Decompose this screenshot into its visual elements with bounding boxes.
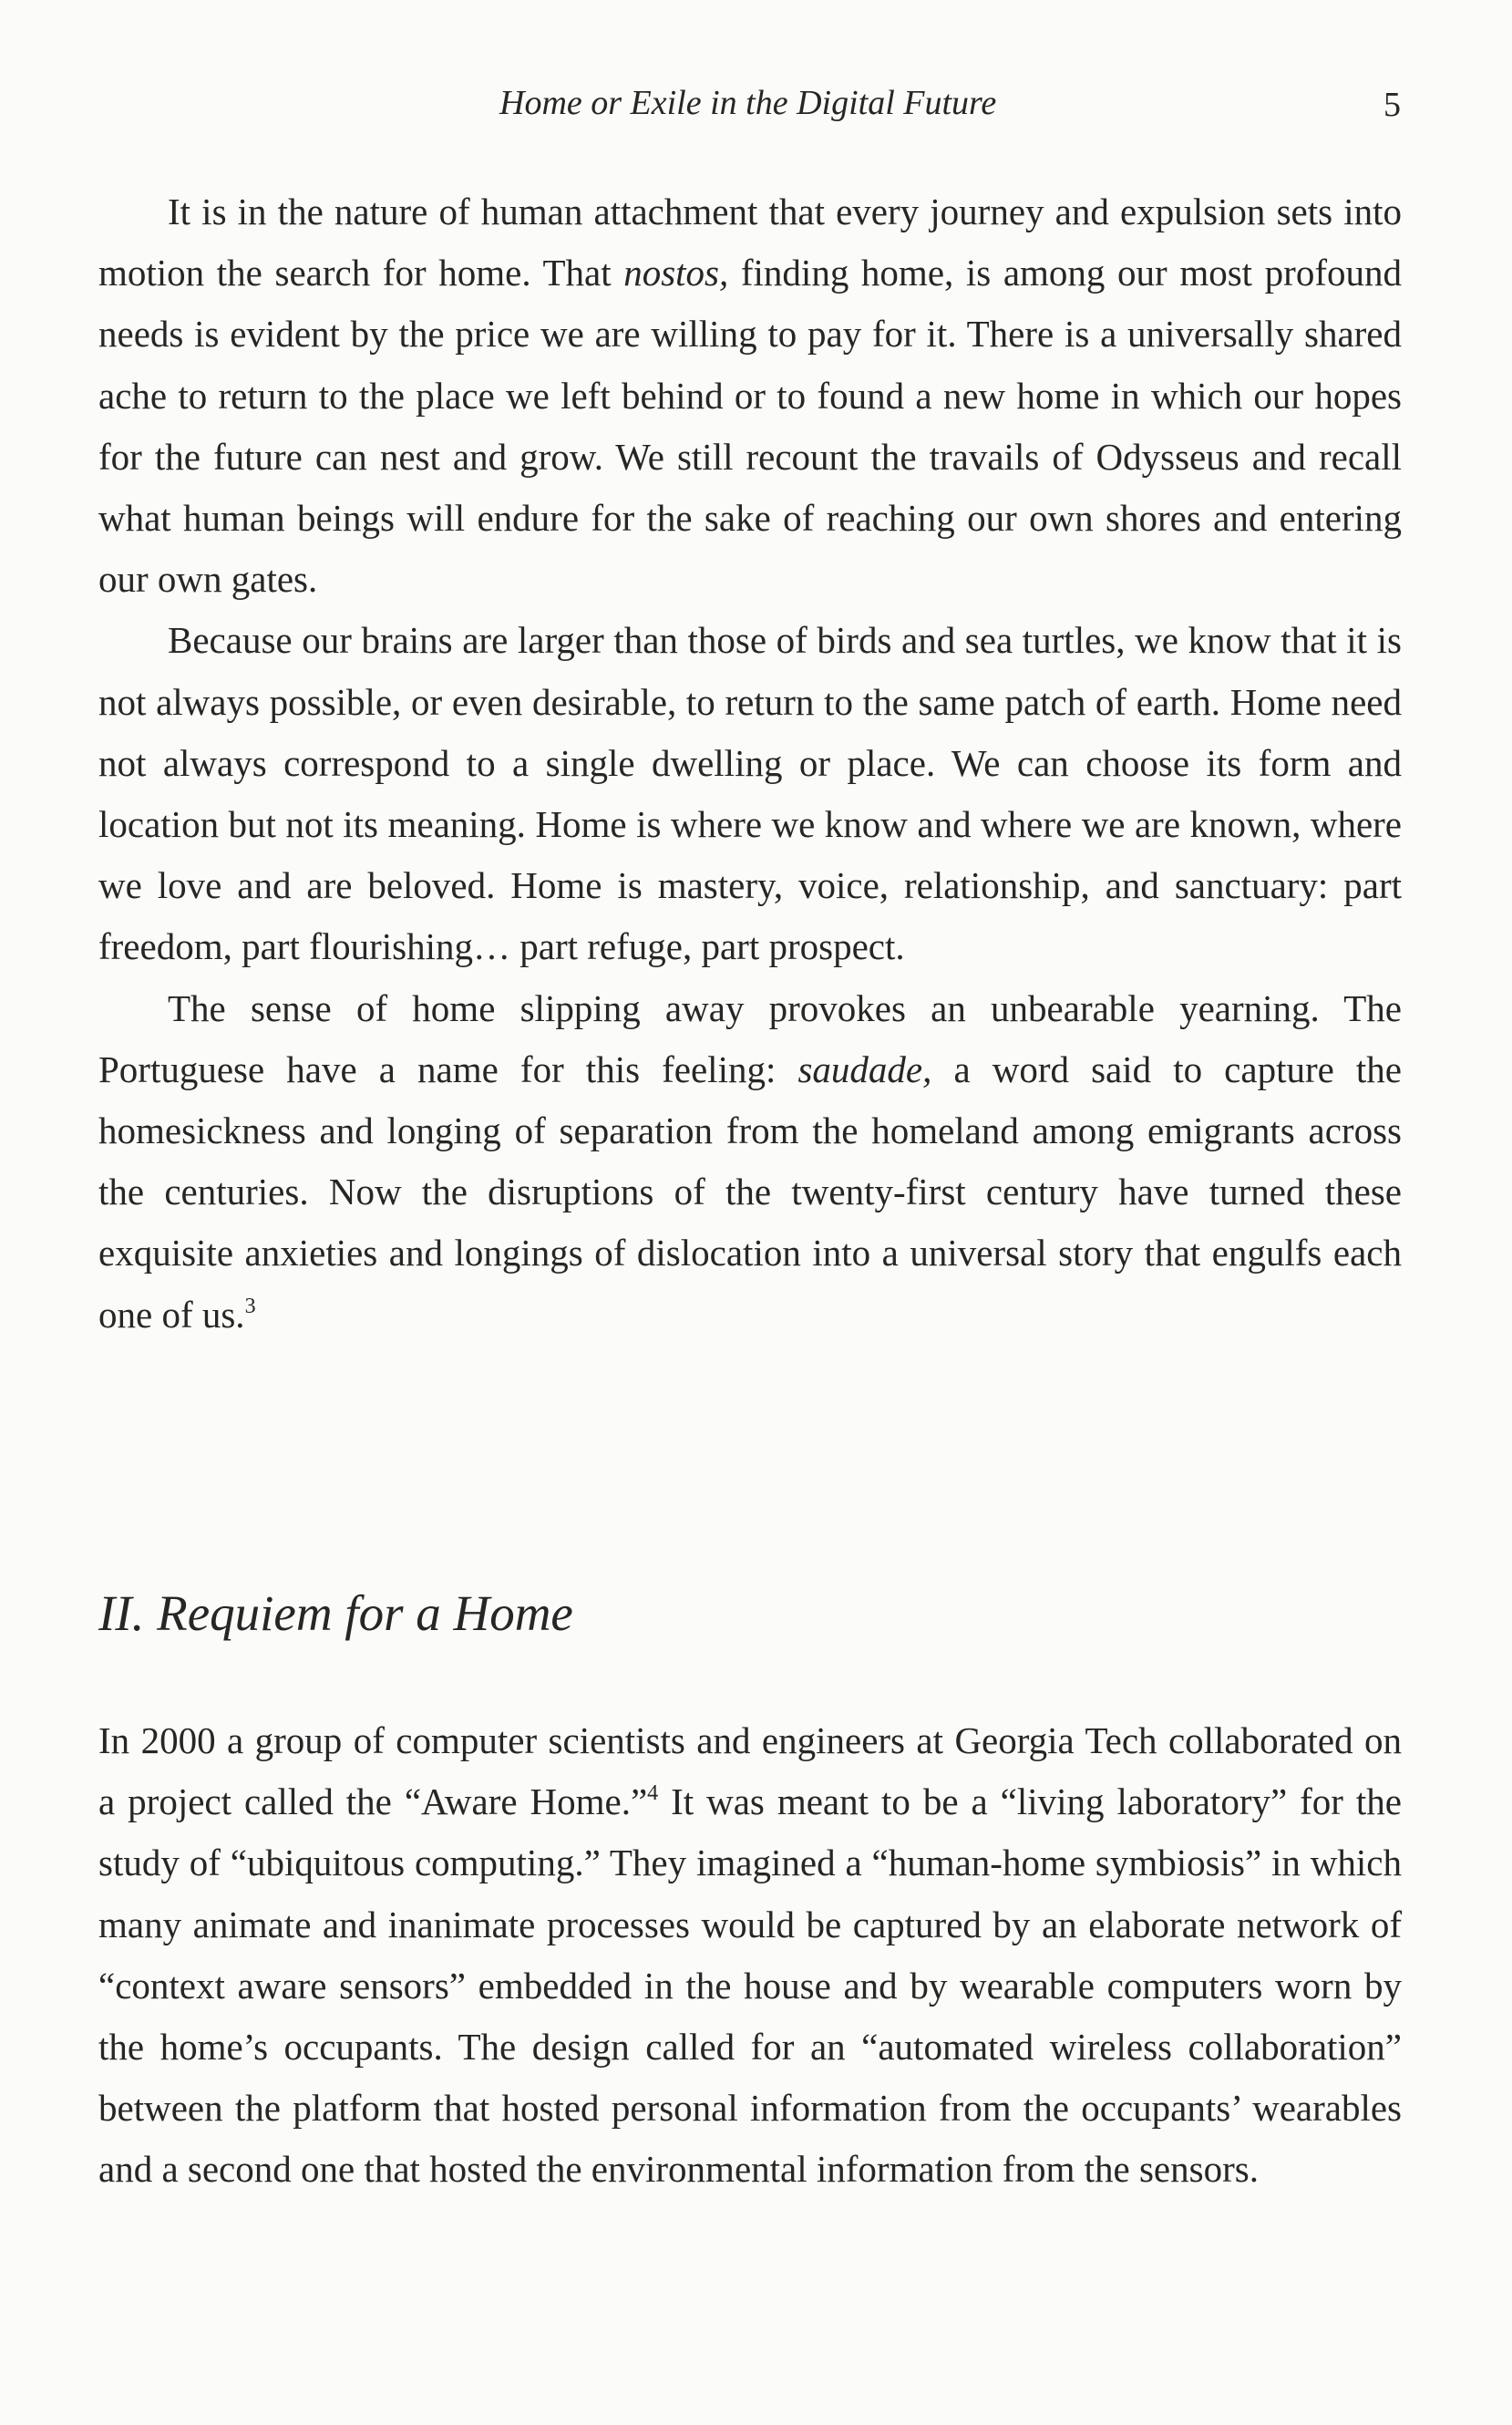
italic-term: saudade, [797,1047,932,1090]
paragraph: Because our brains are larger than those of birds and sea turtles, we know that it is not always possible, or even desirable, to return to the same patch of earth. Home need not always correspond to a single dwelling or place. We can choose its form and location but not its meaning. Home is where we know and where we are known, where we love and are beloved. Home is mastery, voice, relationship, and sanctuary: part freedom, part flourishing… part refuge, part prospect. [98,619,1402,968]
paragraph [98,1710,1402,2201]
paragraph-text: In 2000 a group of computer scientists and engineers at Georgia Tech collaborated on a project called the “Aware Home.” [98,1719,1402,1823]
paragraph-text: finding home, is among our most profound needs is evident by the price we are willing to pay for it. There is a universally shared ache to return to the place we left behind or to found a new home in which our hopes for the future can nest and grow. We still recount the travails of Odysseus and recall what human beings will endure for the sake of reaching our own shores and entering our own gates. [98,252,1402,601]
section-body-text [98,1710,1402,2201]
page-number: 5 [1383,86,1401,124]
footnote-marker: 4 [647,1781,659,1806]
paragraph [98,978,1402,1346]
running-header [0,80,1512,126]
footnote-marker: 3 [244,1294,256,1318]
section-heading: II. Requiem for a Home [98,1585,573,1641]
running-title: Home or Exile in the Digital Future [499,84,997,122]
paragraph [98,181,1402,610]
paragraph-text: The sense of home slipping away provokes an unbearable yearning. The Portuguese have a name for this feeling: [98,986,1402,1090]
paragraph-text: a word said to capture the homesickness and longing of separation from the homeland among emigrants across the centuries. Now the disruptions of the twenty-first century have turned these exquisite anxieties and longings of dislocation into a universal story that engulfs each one of us. [98,1047,1402,1336]
paragraph-text: It was meant to be a “living laboratory” for the study of “ubiquitous computing.” They imagined a “human-home symbiosis” in which many animate and inanimate processes would be captured by an elaborate network of “context aware sensors” embedded in the house and by wearable computers worn by the home’s occupants. The design called for an “automated wireless collaboration” between the platform that hosted personal information from the occupants’ wearables and a second one that hosted the environmental information from the sensors. [98,1780,1402,2191]
italic-term: nostos, [623,252,729,294]
paragraph-text: It is in the nature of human attachment that every journey and expulsion sets into motion the search for home. That [98,191,1402,294]
body-text [98,181,1402,1346]
